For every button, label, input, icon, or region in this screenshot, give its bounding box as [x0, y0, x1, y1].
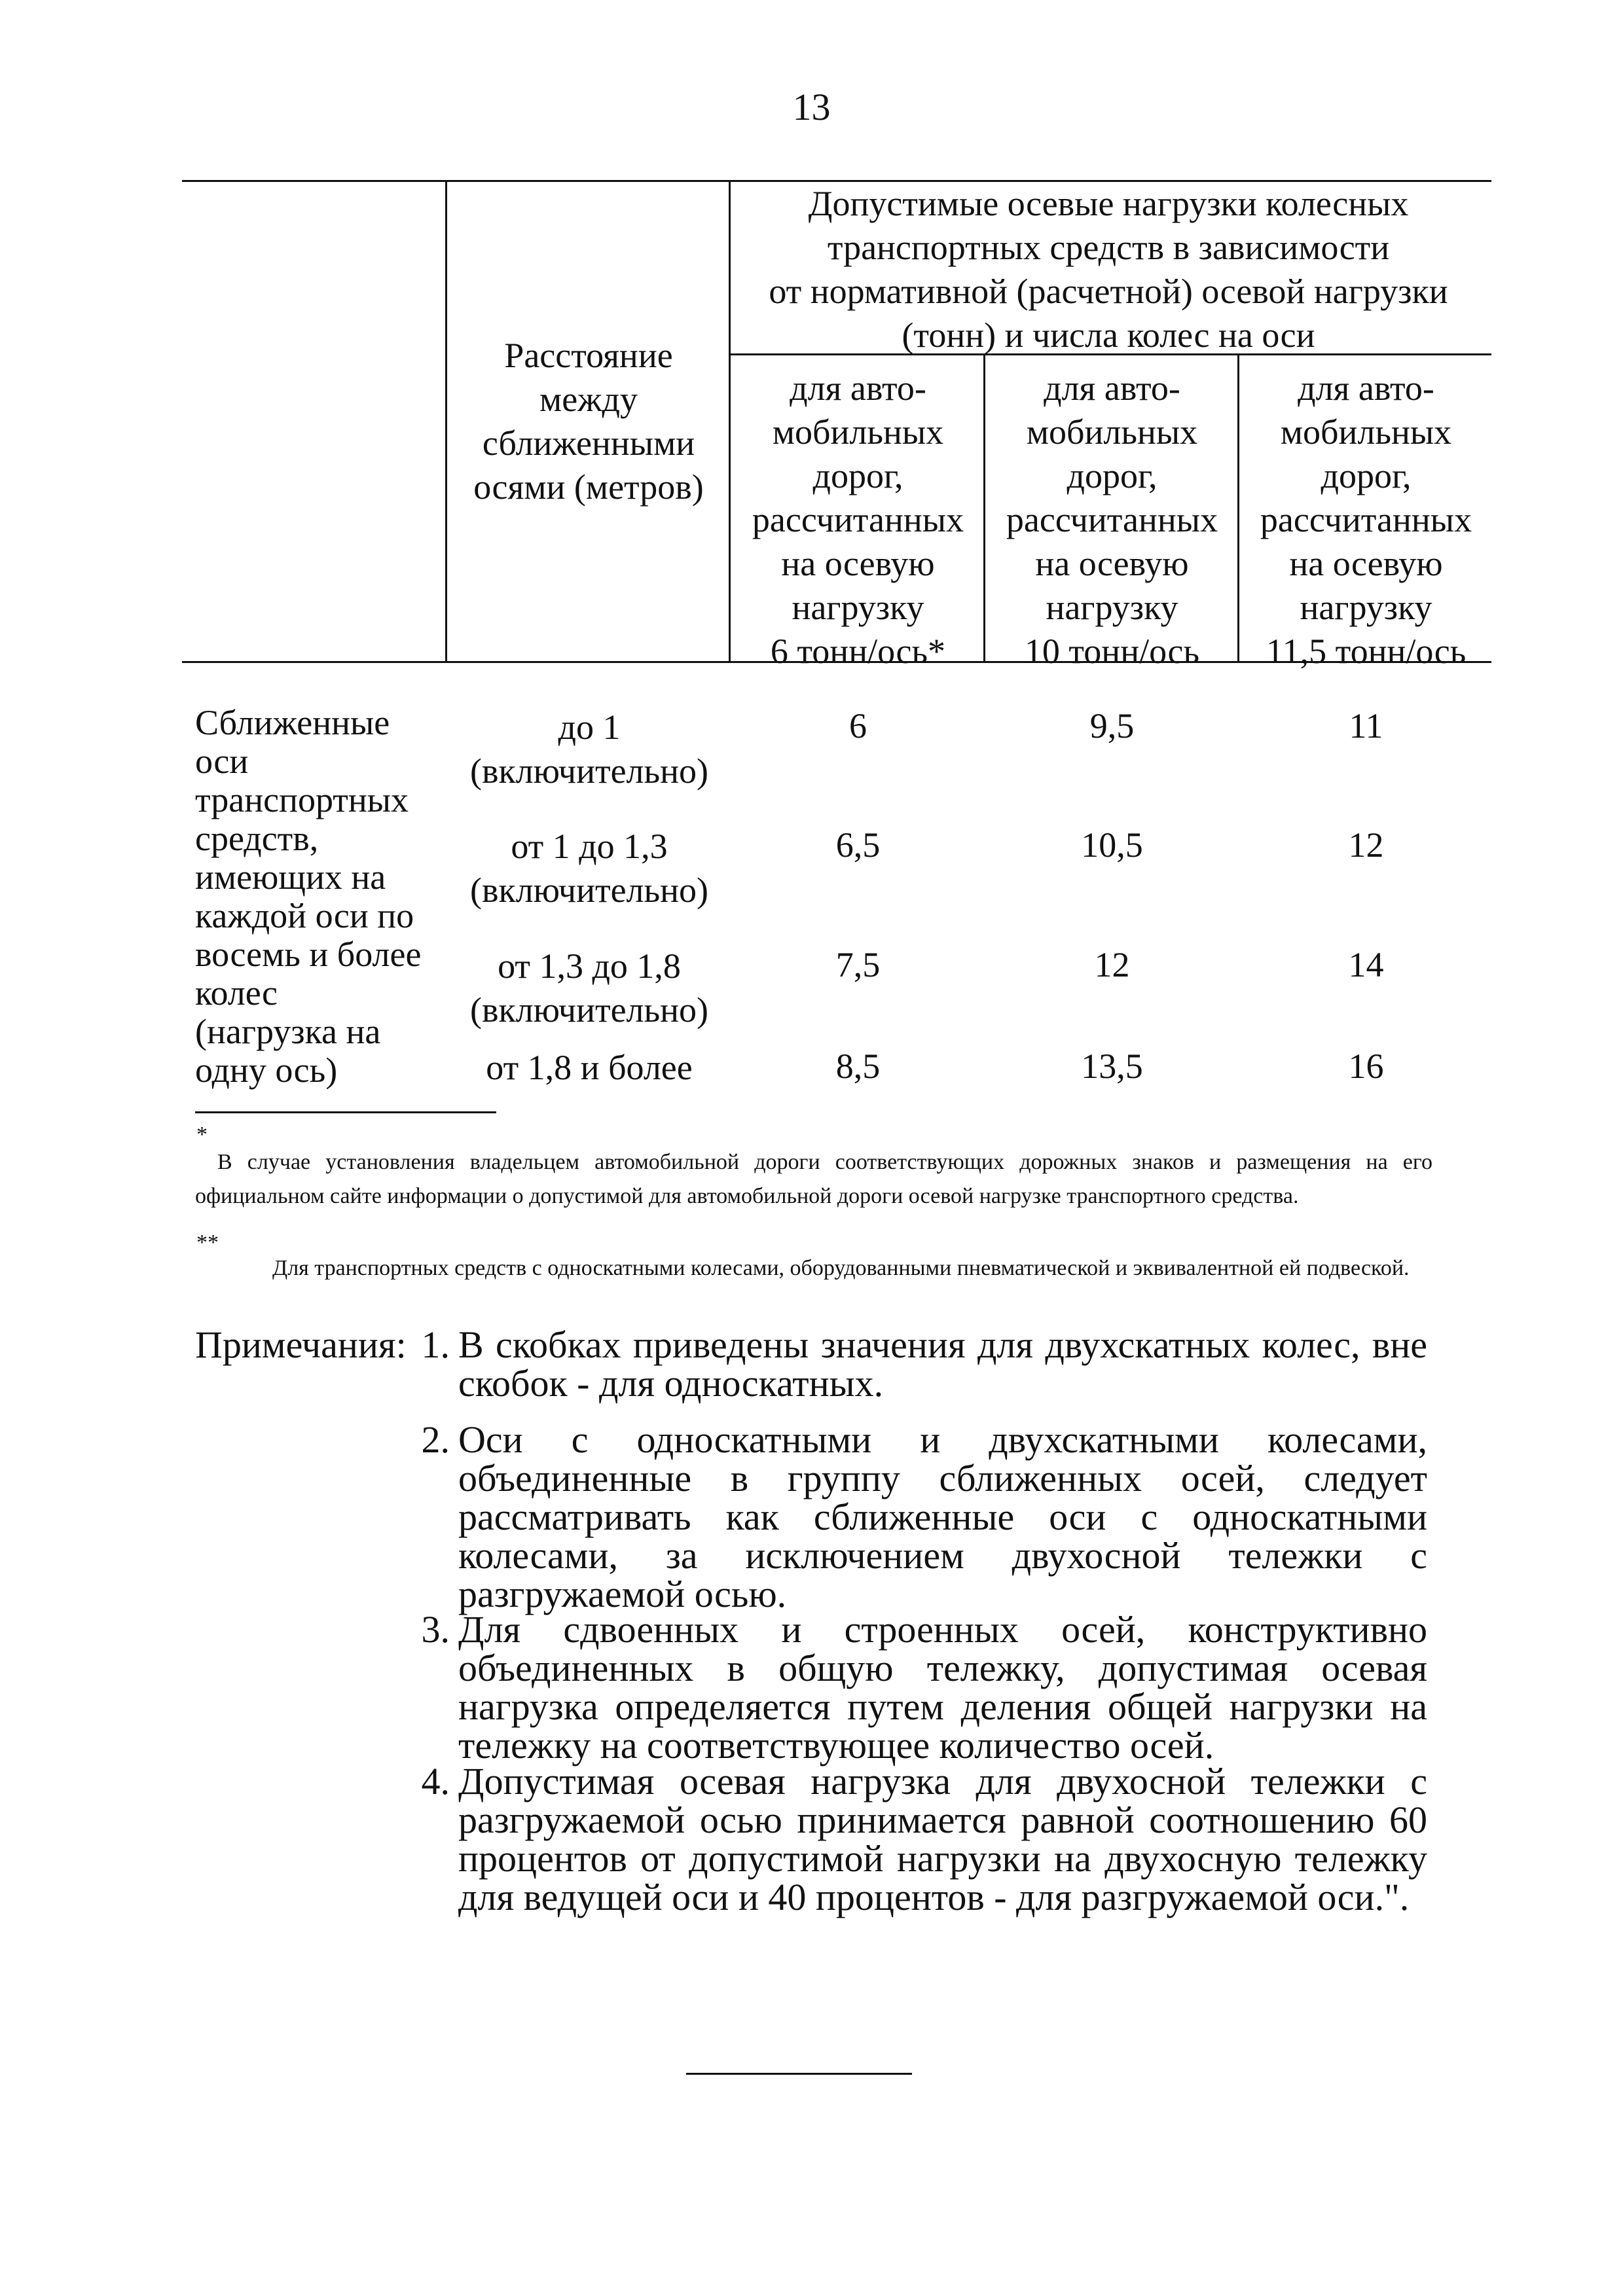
table-cell-value: 7,5 [835, 945, 881, 984]
table-cell-value: 10,5 [1081, 825, 1143, 865]
footnote-separator [195, 1111, 496, 1113]
note-text: В скобках приведены значения для двухскатных колес, вне скобок - для односкатных. [458, 1323, 1427, 1405]
notes-heading: Примечания: [195, 1323, 407, 1366]
distance-column-header: Расстояние между сближенными осями (метров) [473, 336, 704, 507]
footnote-mark: ** [196, 1230, 219, 1255]
note-text: Допустимая осевая нагрузка для двухосной тележки с разгружаемой осью принимается равной соотношению 60 процентов от допустимой нагрузки на двухосную тележку для ведущей оси и 40 процентов - для разгружаемой оси.". [458, 1760, 1427, 1918]
table-row-distance: до 1 (включительно) [469, 708, 709, 791]
table-cell-value: 13,5 [1081, 1047, 1143, 1086]
table-row-distance: от 1,8 и более [486, 1048, 693, 1087]
note-text: Оси с односкатными и двухскатными колесами, объединенные в группу сближенных осей, следует рассматривать как сближенные оси с односкатными колесами, за исключением двухосной тележки с разгружаемой осью. [458, 1418, 1427, 1615]
footnote-mark: * [196, 1122, 208, 1147]
table-row-distance: от 1,3 до 1,8 (включительно) [469, 946, 709, 1030]
table-cell-value: 6,5 [835, 825, 881, 865]
row-group-label: Сближенные оси транспортных средств, имеющих на каждой оси по восемь и более колес (нагрузка на одну ось) [195, 703, 422, 1090]
footnote-text: Для транспортных средств с односкатными колесами, оборудованными пневматической и эквивалентной ей подвеской. [272, 1256, 1410, 1280]
table-row-distance: от 1 до 1,3 (включительно) [469, 827, 709, 910]
table-cell-value: 14 [1348, 945, 1384, 984]
table-cell-value: 12 [1348, 825, 1384, 865]
note-number: 1. [421, 1323, 450, 1366]
table-cell-value: 6 [849, 706, 867, 745]
subheader-11-5t: для авто- мобильных дорог, рассчитанных на осевую нагрузку 11,5 тонн/ось [1260, 368, 1472, 671]
subheader-6t: для авто- мобильных дорог, рассчитанных на осевую нагрузку 6 тонн/ось* [752, 368, 964, 671]
note-number: 3. [421, 1608, 450, 1651]
table-cell-value: 16 [1348, 1047, 1384, 1086]
column-divider [445, 180, 447, 663]
table-cell-value: 12 [1094, 945, 1130, 984]
note-number: 4. [421, 1760, 450, 1803]
note-text: Для сдвоенных и строенных осей, конструктивно объединенных в общую тележку, допустимая осевая нагрузка определяется путем деления общей нагрузки на тележку на соответствующее количество осей. [458, 1608, 1427, 1767]
note-number: 2. [421, 1418, 450, 1461]
footnote-text: В случае установления владельцем автомобильной дороги соответствующих дорожных знаков и размещения на его официальном сайте информации о допустимой для автомобильной дороги осевой нагрузке транспортного средства. [195, 1150, 1432, 1208]
end-separator [686, 2073, 912, 2075]
page-number: 13 [792, 86, 831, 128]
table-cell-value: 8,5 [835, 1047, 881, 1086]
axle-load-group-header: Допустимые осевые нагрузки колесных транспортных средств в зависимости от нормативной (расчетной) осевой нагрузки (тонн) и числа колес на оси [769, 184, 1448, 355]
subheader-10t: для авто- мобильных дорог, рассчитанных на осевую нагрузку 10 тонн/ось [1006, 368, 1218, 671]
table-cell-value: 11 [1349, 706, 1383, 745]
table-cell-value: 9,5 [1089, 706, 1135, 745]
